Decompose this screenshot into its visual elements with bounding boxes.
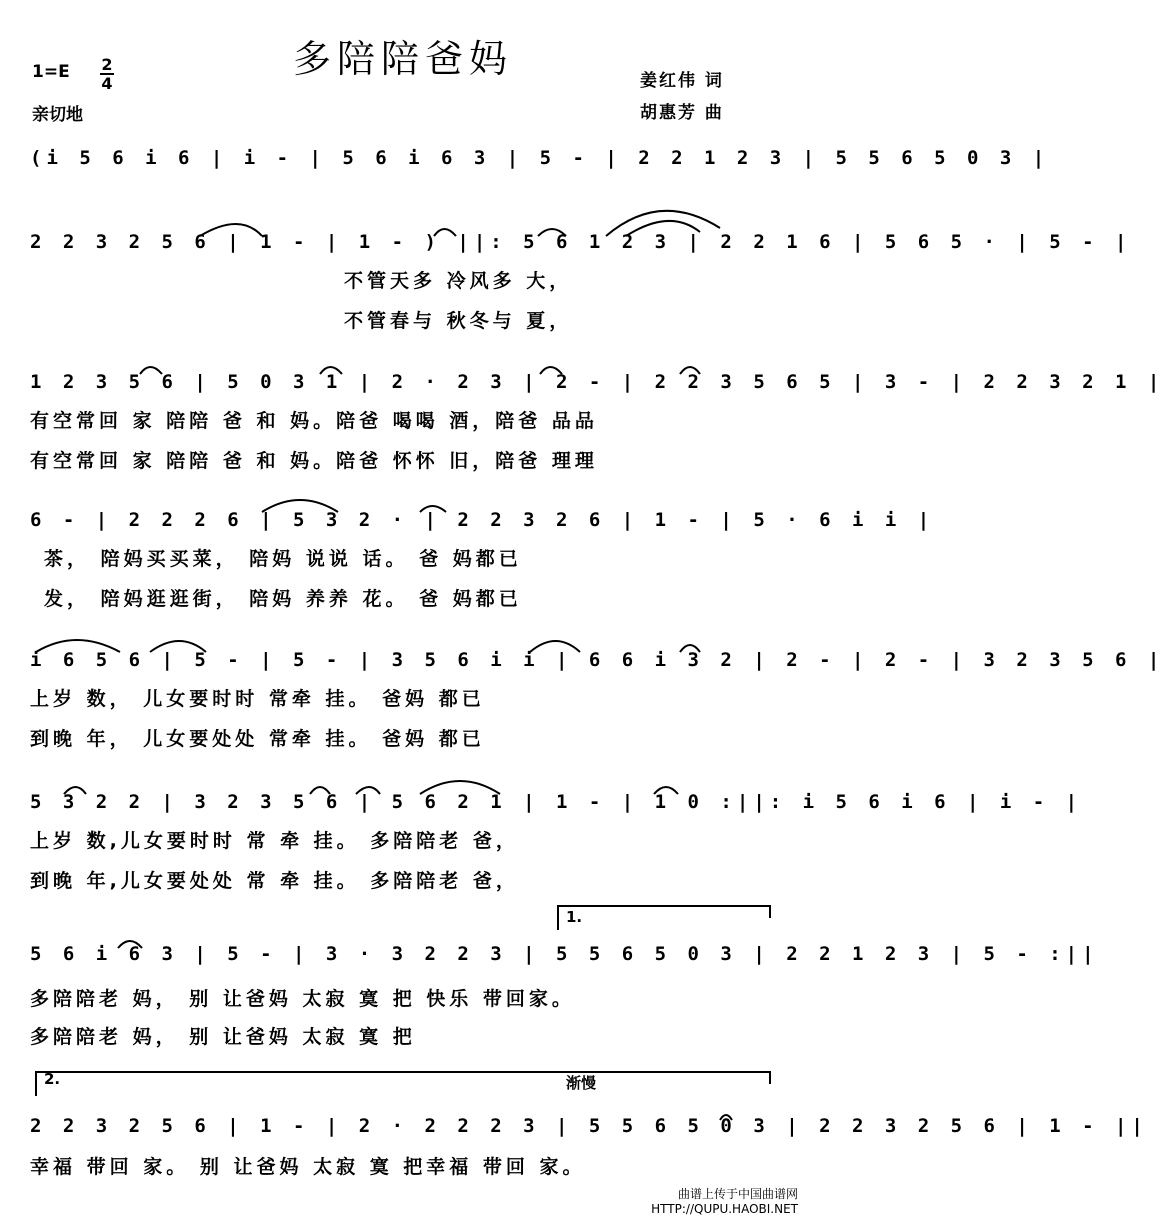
- score-system-8: [30, 1106, 1148, 1186]
- notation-line: 5 6 i 6 3 | 5 - | 3 · 3 2 2 3 | 5 5 6 5 0 3 | 2 2 1 2 3 | 5 - :||: [30, 943, 1099, 965]
- score-system-4: [30, 500, 935, 610]
- ritardando-marking: 渐慢: [566, 1074, 597, 1092]
- lyric-line: 不管天多 冷风多 大，: [344, 270, 573, 292]
- time-bottom: 4: [101, 74, 113, 93]
- lyric-line: 多陪陪老 妈， 别 让爸妈 太寂 寞 把 快乐 带回家。: [30, 988, 575, 1010]
- tempo-marking: 亲切地: [32, 105, 83, 125]
- notation-line: 2 2 3 2 5 6 | 1 - | 2 · 2 2 2 3 | 5 5 6 5 0 3 | 2 2 3 2 5 6 | 1 - ||: [30, 1115, 1148, 1137]
- volta-bracket-1: [558, 906, 770, 930]
- volta-first-ending: 1.: [566, 908, 583, 926]
- lyric-line: 幸福 带回 家。 别 让爸妈 太寂 寞 把幸福 带回 家。: [30, 1156, 586, 1178]
- time-top: 2: [101, 55, 113, 74]
- lyricist-credit: 姜红伟 词: [640, 71, 724, 91]
- composer-credit: 胡惠芳 曲: [640, 103, 724, 123]
- notation-line: 6 - | 2 2 2 6 | 5 3 2 · | 2 2 3 2 6 | 1 - | 5 · 6 i i |: [30, 509, 935, 531]
- lyric-line: 茶， 陪妈买买菜， 陪妈 说说 话。 爸 妈都已: [44, 548, 522, 570]
- lyric-line: 到晚 年， 儿女要处处 常牵 挂。 爸妈 都已: [30, 728, 485, 750]
- score-system-5: [30, 640, 1164, 750]
- score-system-2: [30, 222, 1132, 332]
- key-signature: 1=E: [32, 62, 70, 82]
- lyric-line: 上岁 数， 儿女要时时 常牵 挂。 爸妈 都已: [30, 688, 485, 710]
- volta-second-ending: 2.: [44, 1070, 61, 1088]
- lyric-line: 多陪陪老 妈， 别 让爸妈 太寂 寞 把: [30, 1026, 416, 1048]
- lyric-line: 到晚 年,儿女要处处 常 牵 挂。 多陪陪老 爸，: [30, 870, 519, 892]
- time-signature: [100, 56, 114, 92]
- lyric-line: 有空常回 家 陪陪 爸 和 妈。陪爸 怀怀 旧，陪爸 理理: [30, 450, 598, 472]
- lyric-line: 上岁 数,儿女要时时 常 牵 挂。 多陪陪老 爸，: [30, 830, 519, 852]
- song-title: 多陪陪爸妈: [292, 37, 513, 81]
- watermark-line-2: HTTP://QUPU.HAOBI.NET: [651, 1202, 798, 1216]
- score-system-7: [30, 934, 1099, 1048]
- notation-line: i 6 5 6 | 5 - | 5 - | 3 5 6 i i | 6 6 i 3 2 | 2 - | 2 - | 3 2 3 5 6 |: [30, 649, 1164, 671]
- notation-line: 2 2 3 2 5 6 | 1 - | 1 - ) ||: 5 6 1 2 3 | 2 2 1 6 | 5 6 5 · | 5 - |: [30, 231, 1132, 253]
- notation-line: 1 2 3 5 6 | 5 0 3 1 | 2 · 2 3 | 2 - | 2 2 3 5 6 5 | 3 - | 2 2 3 2 1 |: [30, 371, 1164, 393]
- score-system-6: [30, 782, 1083, 892]
- lyric-line: 发， 陪妈逛逛街， 陪妈 养养 花。 爸 妈都已: [44, 588, 522, 610]
- lyric-line: 有空常回 家 陪陪 爸 和 妈。陪爸 喝喝 酒，陪爸 品品: [30, 410, 598, 432]
- watermark-line-1: 曲谱上传于中国曲谱网: [677, 1187, 798, 1201]
- lyric-line: 不管春与 秋冬与 夏，: [344, 310, 573, 332]
- watermark: [651, 1187, 798, 1217]
- score-system-1: [30, 138, 1050, 188]
- volta-bracket-2: [36, 1072, 770, 1096]
- notation-line: (i 5 6 i 6 | i - | 5 6 i 6 3 | 5 - | 2 2 1 2 3 | 5 5 6 5 0 3 |: [30, 147, 1050, 169]
- notation-line: 5 3 2 2 | 3 2 3 5 6 | 5 6 2 1 | 1 - | 1 0 :||: i 5 6 i 6 | i - |: [30, 791, 1083, 813]
- score-system-3: [30, 362, 1164, 472]
